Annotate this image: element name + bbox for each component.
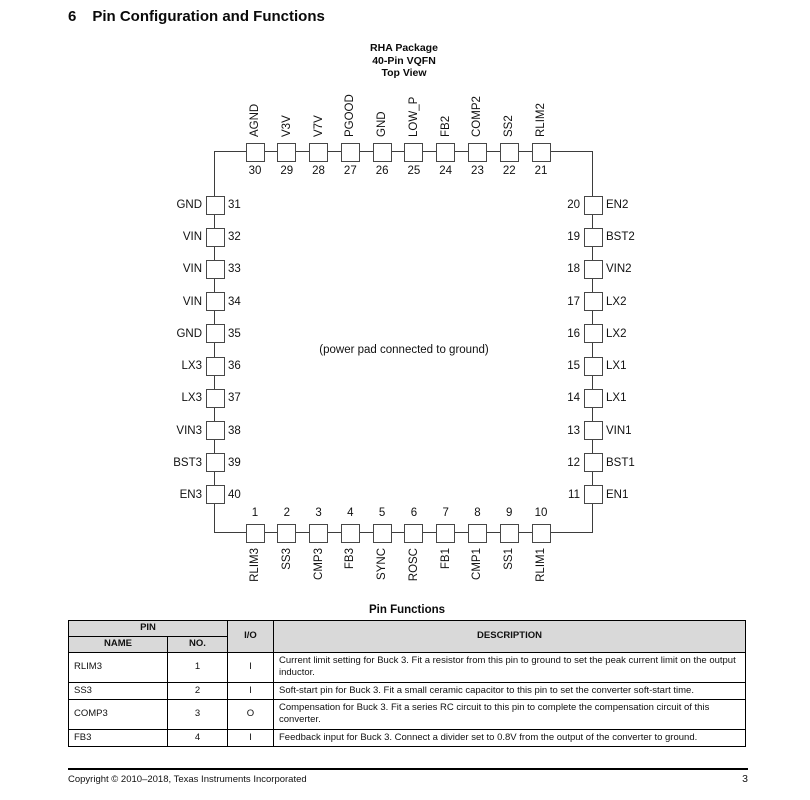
pin-no-cell: 2 bbox=[168, 682, 228, 699]
pin-square bbox=[436, 524, 455, 543]
table-title: Pin Functions bbox=[368, 604, 446, 616]
pin-functions-section bbox=[68, 604, 746, 747]
pin-name-label: PGOOD bbox=[344, 94, 357, 137]
power-pad-note: (power pad connected to ground) bbox=[319, 344, 489, 356]
pin-name-label: RLIM3 bbox=[249, 548, 261, 582]
pin-function-row bbox=[69, 682, 746, 699]
pin-name-label: LX1 bbox=[606, 392, 627, 405]
pin-number: 21 bbox=[534, 165, 548, 177]
pin-square bbox=[246, 143, 265, 162]
pin-name-label: COMP2 bbox=[471, 96, 484, 137]
pin-square bbox=[373, 524, 392, 543]
pin-square bbox=[584, 485, 603, 504]
pin-number: 6 bbox=[410, 507, 418, 519]
pin-description-cell: Current limit setting for Buck 3. Fit a resistor from this pin to ground to set the peak current limit on the output inductor. bbox=[274, 653, 746, 683]
pin-name-label: CMP1 bbox=[471, 548, 484, 580]
pin-number: 28 bbox=[312, 165, 325, 177]
pin-name-label: AGND bbox=[249, 103, 261, 137]
pin-name-label: GND bbox=[176, 327, 202, 340]
pin-square bbox=[206, 196, 225, 215]
pin-name-cell: FB3 bbox=[69, 729, 168, 746]
pin-number: 2 bbox=[283, 507, 290, 519]
pin-no-cell: 4 bbox=[168, 729, 228, 746]
pin-name-label: RLIM2 bbox=[535, 103, 548, 137]
pin-name-label: VIN bbox=[182, 263, 202, 276]
pin-square bbox=[206, 389, 225, 408]
pin-name-label: FB1 bbox=[439, 548, 452, 570]
pin-no-cell: 3 bbox=[168, 700, 228, 730]
pin-number: 32 bbox=[228, 231, 241, 244]
pin-name-label: LOW_P bbox=[407, 96, 420, 137]
col-header-io: I/O bbox=[228, 621, 274, 653]
pin-name-label: V3V bbox=[280, 115, 293, 137]
pin-square bbox=[584, 453, 603, 472]
pin-number: 35 bbox=[228, 327, 241, 340]
pin-number: 20 bbox=[567, 199, 580, 211]
pin-square bbox=[404, 143, 423, 162]
pin-name-label: VIN1 bbox=[606, 424, 632, 437]
col-header-description: DESCRIPTION bbox=[274, 621, 746, 653]
pin-number: 29 bbox=[280, 165, 294, 177]
package-view: Top View bbox=[381, 67, 427, 79]
pin-name-label: SS1 bbox=[503, 548, 516, 570]
pin-square bbox=[468, 143, 487, 162]
pin-name-label: LX2 bbox=[606, 327, 627, 340]
pin-number: 8 bbox=[474, 507, 481, 519]
pin-number: 5 bbox=[378, 507, 386, 519]
pin-name-label: LX2 bbox=[606, 295, 627, 308]
pin-number: 39 bbox=[228, 456, 241, 469]
pin-number: 33 bbox=[228, 263, 241, 276]
pin-description-cell: Compensation for Buck 3. Fit a series RC circuit to this pin to complete the compensation circuit of this converter. bbox=[274, 700, 746, 730]
pin-square bbox=[500, 524, 519, 543]
pin-number: 9 bbox=[506, 507, 513, 519]
pin-square bbox=[309, 524, 328, 543]
header-row-1 bbox=[69, 621, 746, 637]
chip-outline bbox=[214, 151, 593, 533]
pin-name-label: SYNC bbox=[376, 548, 389, 580]
pin-name-label: ROSC bbox=[407, 548, 420, 582]
pin-name-cell: COMP3 bbox=[69, 700, 168, 730]
pin-number: 40 bbox=[228, 488, 241, 501]
pin-square bbox=[206, 453, 225, 472]
pin-number: 26 bbox=[375, 165, 389, 177]
pin-square bbox=[341, 524, 360, 543]
pin-square bbox=[206, 292, 225, 311]
pin-square bbox=[309, 143, 328, 162]
col-header-pin: PIN bbox=[69, 621, 228, 637]
pin-number: 38 bbox=[228, 424, 241, 437]
pin-square bbox=[584, 196, 603, 215]
pin-square bbox=[584, 324, 603, 343]
pin-io-cell: I bbox=[228, 653, 274, 683]
pin-name-label: VIN bbox=[182, 231, 202, 244]
pin-number: 27 bbox=[343, 165, 357, 177]
pin-name-label: EN2 bbox=[606, 199, 629, 211]
pin-number: 31 bbox=[228, 199, 241, 211]
section-number: 6 bbox=[68, 8, 77, 25]
pin-number: 15 bbox=[567, 360, 580, 373]
pin-function-row bbox=[69, 729, 746, 746]
pin-square bbox=[373, 143, 392, 162]
pin-square bbox=[277, 524, 296, 543]
pin-number: 13 bbox=[567, 424, 580, 437]
pin-square bbox=[584, 389, 603, 408]
section-title: Pin Configuration and Functions bbox=[92, 8, 325, 25]
pin-number: 25 bbox=[407, 165, 421, 177]
pin-name-label: BST3 bbox=[173, 456, 202, 469]
pin-name-label: VIN bbox=[182, 295, 202, 308]
pin-square bbox=[277, 143, 296, 162]
pin-square bbox=[584, 260, 603, 279]
pin-number: 4 bbox=[347, 507, 354, 519]
pin-square bbox=[341, 143, 360, 162]
pin-number: 7 bbox=[442, 507, 449, 519]
pin-number: 16 bbox=[567, 327, 580, 340]
pin-name-cell: SS3 bbox=[69, 682, 168, 699]
pin-io-cell: I bbox=[228, 682, 274, 699]
pin-no-cell: 1 bbox=[168, 653, 228, 683]
pin-name-label: LX3 bbox=[181, 360, 202, 373]
pin-name-label: EN1 bbox=[606, 488, 629, 501]
pin-name-label: VIN3 bbox=[176, 424, 202, 437]
pin-square bbox=[206, 357, 225, 376]
pin-number: 18 bbox=[567, 263, 580, 276]
pin-functions-table bbox=[68, 620, 746, 747]
pin-function-row bbox=[69, 653, 746, 683]
pin-number: 23 bbox=[471, 165, 484, 177]
pin-name-cell: RLIM3 bbox=[69, 653, 168, 683]
pin-square bbox=[206, 324, 225, 343]
pin-name-label: SS3 bbox=[280, 548, 293, 570]
pin-square bbox=[468, 524, 487, 543]
pin-square bbox=[206, 228, 225, 247]
pin-square bbox=[246, 524, 265, 543]
pin-name-label: LX1 bbox=[606, 360, 627, 373]
pin-square bbox=[532, 143, 551, 162]
pin-name-label: LX3 bbox=[181, 392, 202, 405]
package-pin-count: 40-Pin VQFN bbox=[372, 54, 436, 67]
pin-number: 19 bbox=[567, 231, 580, 244]
pin-square bbox=[206, 485, 225, 504]
pin-name-label: CMP3 bbox=[312, 548, 325, 580]
footer-page-number: 3 bbox=[742, 773, 748, 785]
pin-number: 10 bbox=[534, 507, 548, 519]
pin-square bbox=[584, 228, 603, 247]
pin-io-cell: O bbox=[228, 700, 274, 730]
pin-name-label: RLIM1 bbox=[535, 548, 548, 582]
pin-square bbox=[206, 260, 225, 279]
pin-square bbox=[404, 524, 423, 543]
pin-number: 12 bbox=[567, 456, 580, 469]
pin-square bbox=[206, 421, 225, 440]
pin-name-label: EN3 bbox=[179, 488, 202, 501]
pin-square bbox=[584, 421, 603, 440]
pin-number: 14 bbox=[567, 392, 580, 405]
pin-square bbox=[500, 143, 519, 162]
pin-square bbox=[436, 143, 455, 162]
pin-number: 36 bbox=[228, 360, 241, 373]
package-name: RHA Package bbox=[370, 42, 438, 54]
pin-number: 30 bbox=[248, 165, 262, 177]
pin-number: 24 bbox=[439, 165, 453, 177]
pin-description-cell: Soft-start pin for Buck 3. Fit a small ceramic capacitor to this pin to set the converter soft-start time. bbox=[274, 682, 746, 699]
pin-name-label: FB2 bbox=[439, 115, 452, 137]
pin-number: 3 bbox=[315, 507, 322, 519]
pin-number: 34 bbox=[228, 295, 241, 308]
pin-number: 22 bbox=[502, 165, 516, 177]
col-header-name: NAME bbox=[69, 637, 168, 653]
pin-function-row bbox=[69, 700, 746, 730]
pin-name-label: GND bbox=[176, 199, 202, 211]
pin-number: 1 bbox=[251, 507, 259, 519]
pin-square bbox=[532, 524, 551, 543]
pin-name-label: SS2 bbox=[503, 115, 516, 137]
pin-name-label: FB3 bbox=[344, 548, 357, 570]
pin-description-cell: Feedback input for Buck 3. Connect a divider set to 0.8V from the output of the converter to ground. bbox=[274, 729, 746, 746]
pin-square bbox=[584, 292, 603, 311]
pin-name-label: VIN2 bbox=[606, 263, 632, 276]
pin-number: 11 bbox=[568, 488, 580, 501]
pin-name-label: GND bbox=[376, 111, 389, 137]
pin-name-label: BST2 bbox=[606, 231, 635, 244]
footer-copyright: Copyright © 2010–2018, Texas Instruments Incorporated bbox=[68, 774, 307, 785]
pin-name-label: BST1 bbox=[606, 456, 635, 469]
pin-io-cell: I bbox=[228, 729, 274, 746]
pin-number: 17 bbox=[567, 295, 580, 308]
footer-rule bbox=[68, 768, 748, 770]
col-header-no: NO. bbox=[168, 637, 228, 653]
pin-number: 37 bbox=[228, 392, 241, 405]
pin-name-label: V7V bbox=[312, 115, 325, 137]
pin-square bbox=[584, 357, 603, 376]
